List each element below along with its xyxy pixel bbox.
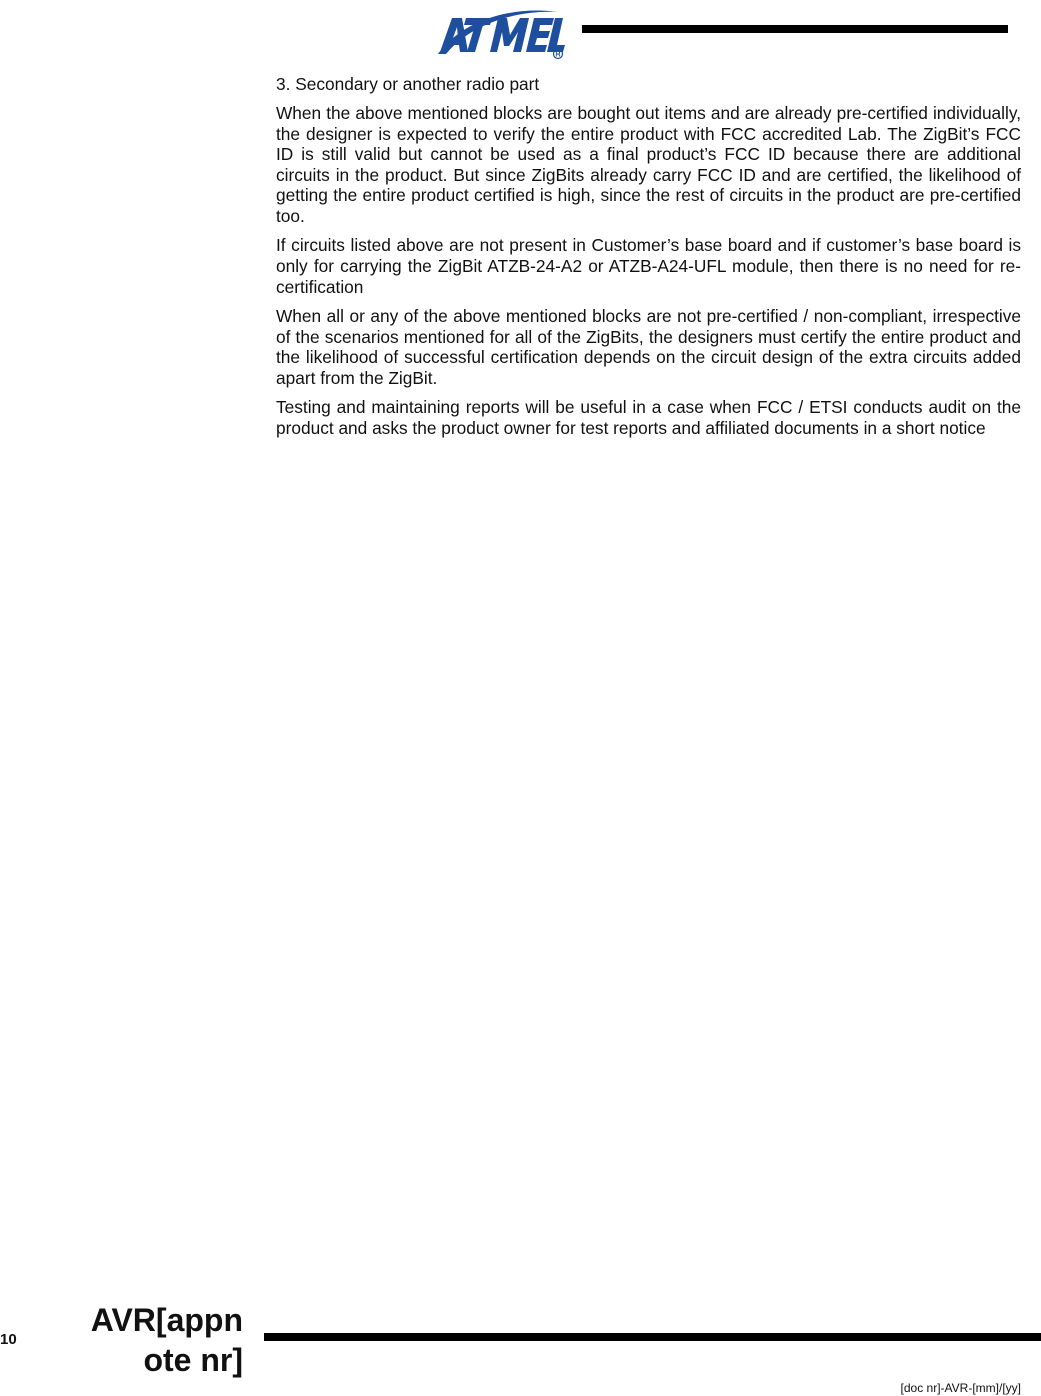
document-reference: [doc nr]-AVR-[mm]/[yy] xyxy=(900,1381,1021,1395)
footer-title-line: AVR[appn xyxy=(90,1302,243,1338)
atmel-logo-icon xyxy=(434,2,566,60)
atmel-logo xyxy=(434,2,566,60)
page-number: 10 xyxy=(0,1331,17,1348)
footer-rule xyxy=(264,1333,1041,1341)
main-content xyxy=(276,74,1021,447)
paragraph: When the above mentioned blocks are bought out items and are already pre-certified individually, the designer is expected to verify the entire product with FCC accredited Lab. The ZigBit’s FCC ID is still valid but cannot be used as a final product’s FCC ID because there are additional circuits in the product. But since ZigBits already carry FCC ID and are certified, the likelihood of getting the entire product certified is high, since the rest of circuits in the product are pre-certified too. xyxy=(276,102,1021,226)
footer-title-line: ote nr] xyxy=(143,1342,243,1378)
paragraph: When all or any of the above mentioned blocks are not pre-certified / non-compliant, irrespective of the scenarios mentioned for all of the ZigBits, the designers must certify the entire product and the likelihood of successful certification depends on the circuit design of the extra circuits added apart from the ZigBit. xyxy=(276,305,1021,388)
header-rule xyxy=(582,25,1008,33)
section-heading: 3. Secondary or another radio part xyxy=(276,74,540,94)
footer-title xyxy=(60,1300,243,1380)
paragraph: Testing and maintaining reports will be useful in a case when FCC / ETSI conducts audit on the product and asks the product owner for test reports and affiliated documents in a short notice xyxy=(276,397,1021,438)
paragraph: If circuits listed above are not present in Customer’s base board and if customer’s base board is only for carrying the ZigBit ATZB-24-A2 or ATZB-A24-UFL module, then there is no need for re-certification xyxy=(276,235,1021,297)
